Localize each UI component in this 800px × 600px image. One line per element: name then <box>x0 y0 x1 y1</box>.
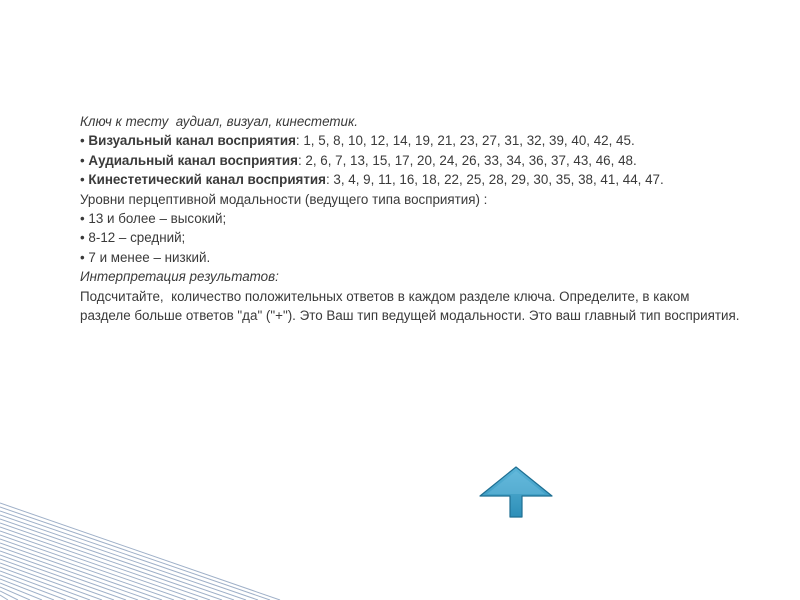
channel-name: Визуальный канал восприятия <box>88 133 296 149</box>
channel-kinesthetic <box>80 170 740 189</box>
bullet: • <box>80 172 89 188</box>
channel-values: : 2, 6, 7, 13, 15, 17, 20, 24, 26, 33, 34, 36, 37, 43, 46, 48. <box>297 152 637 168</box>
levels-heading: Уровни перцептивной модальности (ведущего типа восприятия) : <box>80 191 488 207</box>
channel-auditory <box>80 151 740 170</box>
up-arrow-button[interactable] <box>479 466 553 518</box>
level-high: • 13 и более – высокий; <box>80 211 227 227</box>
interpretation-text: Подсчитайте, количество положительных ответов в каждом разделе ключа. Определите, в каком разделе больше ответов "да" ("+"). Это Ваш тип ведущей модальности. Это ваш главный тип восприятия. <box>80 288 740 324</box>
level-low: • 7 и менее – низкий. <box>80 249 211 265</box>
bullet: • <box>80 133 89 149</box>
up-arrow-icon <box>479 466 553 518</box>
channel-values: : 1, 5, 8, 10, 12, 14, 19, 21, 23, 27, 31, 32, 39, 40, 42, 45. <box>295 133 635 149</box>
level-medium: • 8-12 – средний; <box>80 230 186 246</box>
interpretation-heading: Интерпретация результатов: <box>80 269 279 285</box>
channel-visual <box>80 131 740 150</box>
channel-name: Аудиальный канал восприятия <box>88 152 298 168</box>
channel-name: Кинестетический канал восприятия <box>88 172 326 188</box>
test-key-title: Ключ к тесту аудиал, визуал, кинестетик. <box>80 114 359 129</box>
bullet: • <box>80 152 89 168</box>
channel-values: : 3, 4, 9, 11, 16, 18, 22, 25, 28, 29, 30, 35, 38, 41, 44, 47. <box>325 172 664 188</box>
slide-body <box>80 112 740 325</box>
